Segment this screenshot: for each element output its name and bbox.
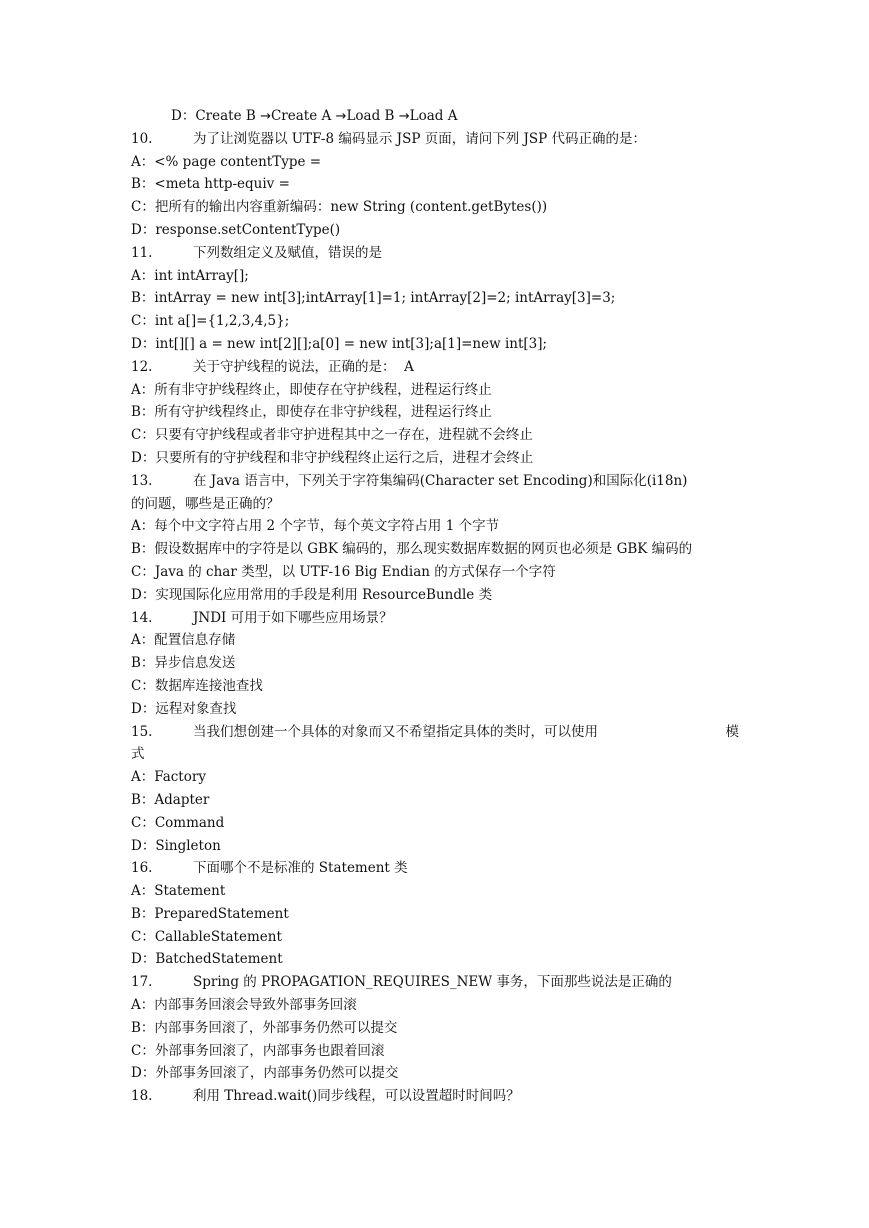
question-number: 15. [131, 723, 153, 740]
arrow-right-icon: → [398, 109, 410, 124]
question-11 [131, 242, 741, 265]
question-text: 在 Java 语言中，下列关于字符集编码(Character set Encoding)和国际化(i18n) [193, 472, 688, 489]
option: D：实现国际化应用常用的手段是利用 ResourceBundle 类 [131, 586, 493, 603]
document-body [131, 105, 741, 1108]
option: C：只要有守护线程或者非守护进程其中之一存在，进程就不会终止 [131, 427, 533, 444]
question-13 [131, 470, 741, 493]
option: C：数据库连接池查找 [131, 677, 263, 694]
arrow-right-icon: → [335, 109, 347, 124]
option: C：Java 的 char 类型，以 UTF-16 Big Endian 的方式保存一个字符 [131, 563, 556, 580]
option: B：<meta http-equiv = [131, 176, 290, 193]
question-number: 16. [131, 860, 153, 877]
question-text-tail: 模 [725, 723, 739, 740]
option: C：把所有的输出内容重新编码：new String (content.getBytes()) [131, 199, 548, 216]
option: B：Adapter [131, 791, 210, 808]
option: D：只要所有的守护线程和非守护线程终止运行之后，进程才会终止 [131, 449, 534, 466]
question-text: 下面哪个不是标准的 Statement 类 [193, 860, 408, 877]
option: A：所有非守护线程终止，即使存在守护线程，进程运行终止 [131, 381, 492, 398]
question-number: 17. [131, 974, 153, 991]
question-number: 14. [131, 609, 153, 626]
option: B：所有守护线程终止，即使存在非守护线程，进程运行终止 [131, 404, 492, 421]
question-10 [131, 128, 741, 151]
question-16 [131, 857, 741, 880]
option: B：假设数据库中的字符是以 GBK 编码的，那么现实数据库数据的网页也必须是 GBK 编码的 [131, 541, 693, 558]
question-number: 10. [131, 130, 153, 147]
option: A：内部事务回滚会导致外部事务回滚 [131, 997, 357, 1014]
option: D：外部事务回滚了，内部事务仍然可以提交 [131, 1065, 399, 1082]
option: C：外部事务回滚了，内部事务也跟着回滚 [131, 1042, 385, 1059]
option: D：BatchedStatement [131, 951, 283, 968]
question-text: Spring 的 PROPAGATION_REQUIRES_NEW 事务，下面那些说法是正确的 [193, 974, 672, 991]
question-text: 利用 Thread.wait()同步线程，可以设置超时时间吗？ [193, 1088, 520, 1105]
option: D：Singleton [131, 837, 221, 854]
question-18 [131, 1085, 741, 1108]
question-17 [131, 971, 741, 994]
option: A：int intArray[]; [131, 267, 249, 284]
option: B：内部事务回滚了，外部事务仍然可以提交 [131, 1019, 398, 1036]
question-text: JNDI 可用于如下哪些应用场景？ [193, 609, 393, 626]
question-text: 关于守护线程的说法，正确的是： A [193, 358, 414, 375]
question-number: 18. [131, 1088, 153, 1105]
question-text: 为了让浏览器以 UTF-8 编码显示 JSP 页面，请问下列 JSP 代码正确的是： [193, 130, 647, 147]
option: B：异步信息发送 [131, 655, 236, 672]
question-text: 当我们想创建一个具体的对象而又不希望指定具体的类时，可以使用 [193, 723, 598, 740]
arrow-right-icon: → [260, 109, 271, 124]
option: D：response.setContentType() [131, 221, 341, 238]
option: B：intArray = new int[3];intArray[1]=1; intArray[2]=2; intArray[3]=3; [131, 290, 616, 307]
option: A：<% page contentType = [131, 153, 322, 170]
option: B：PreparedStatement [131, 905, 289, 922]
question-text-continued: 的问题，哪些是正确的？ [131, 495, 280, 512]
option: C：int a[]={1,2,3,4,5}; [131, 313, 290, 330]
question-14 [131, 607, 741, 630]
question-text: 下列数组定义及赋值，错误的是 [193, 244, 382, 261]
question-number: 12. [131, 358, 153, 375]
option: C：Command [131, 814, 225, 831]
question-number: 13. [131, 472, 153, 489]
question-15 [131, 721, 741, 744]
option: A：每个中文字符占用 2 个字节，每个英文字符占用 1 个字节 [131, 518, 500, 535]
option: A：Factory [131, 769, 206, 786]
question-12 [131, 356, 741, 379]
option: D：远程对象查找 [131, 700, 237, 717]
question-number: 11. [131, 244, 153, 261]
option: C：CallableStatement [131, 928, 282, 945]
prev-question-option-d: D：Create B →Create A →Load B →Load A [171, 108, 458, 124]
question-text-continued: 式 [131, 746, 145, 763]
option: A：Statement [131, 883, 226, 900]
option: A：配置信息存储 [131, 632, 236, 649]
option: D：int[][] a = new int[2][];a[0] = new int[3];a[1]=new int[3]; [131, 335, 548, 352]
